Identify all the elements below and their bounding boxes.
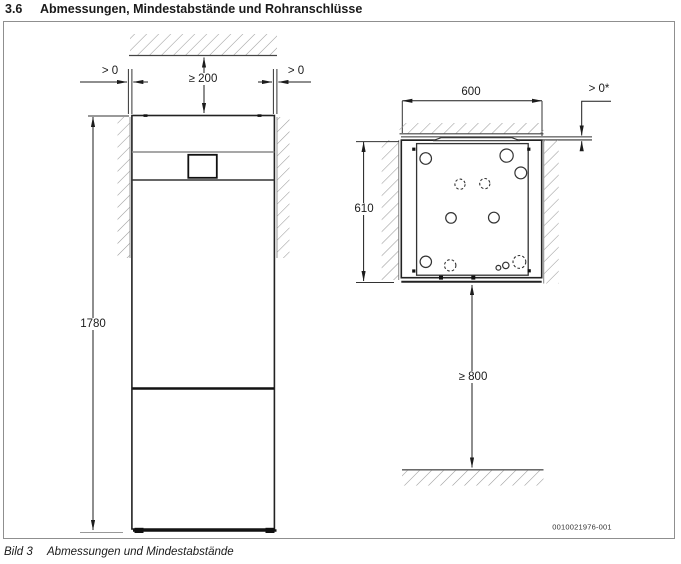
mark-top-left — [412, 148, 415, 151]
dim-label-right-clearance: > 0 — [287, 65, 305, 77]
dim-label-left-clearance: > 0 — [101, 65, 119, 77]
dim-label-width: 600 — [461, 86, 481, 98]
section-title: Abmessungen, Mindestabstände und Rohranschlüsse — [40, 2, 363, 16]
mark-bottom-tick-a — [439, 276, 443, 280]
top-right-wall-hatch — [544, 140, 559, 284]
front-view — [80, 34, 311, 533]
left-wall-hatch — [118, 117, 130, 258]
top-tick-right — [258, 114, 262, 117]
dim-label-front-clearance: ≥ 800 — [456, 371, 491, 383]
mark-bottom-tick-b — [471, 276, 475, 280]
mark-bottom-left — [412, 269, 415, 272]
dim-arrow-rear-gap-down — [582, 101, 611, 135]
top-tick-left — [144, 114, 148, 117]
drawing-code: 0010021976-001 — [552, 522, 612, 532]
floor-hatch — [402, 471, 544, 486]
foot-right — [266, 528, 275, 533]
dim-label-height: 1780 — [77, 318, 109, 330]
top-left-wall-hatch — [382, 140, 399, 280]
figure-caption-text: Abmessungen und Mindestabstände — [47, 546, 234, 558]
top-view — [356, 101, 611, 486]
rear-panel-plateau — [433, 138, 520, 141]
dim-label-rear-clearance: > 0* — [588, 83, 610, 95]
mark-top-right — [527, 148, 530, 151]
control-display — [188, 155, 217, 178]
right-wall-hatch — [278, 117, 290, 258]
mark-bottom-right — [528, 269, 531, 272]
rear-wall-hatch — [400, 123, 544, 134]
dim-label-depth: 610 — [351, 203, 376, 215]
figure-caption-label: Bild 3 — [4, 546, 33, 558]
section-number: 3.6 — [5, 2, 23, 16]
dim-label-top-clearance: ≥ 200 — [186, 73, 221, 85]
ceiling-hatch — [130, 34, 277, 55]
foot-left — [135, 528, 144, 533]
